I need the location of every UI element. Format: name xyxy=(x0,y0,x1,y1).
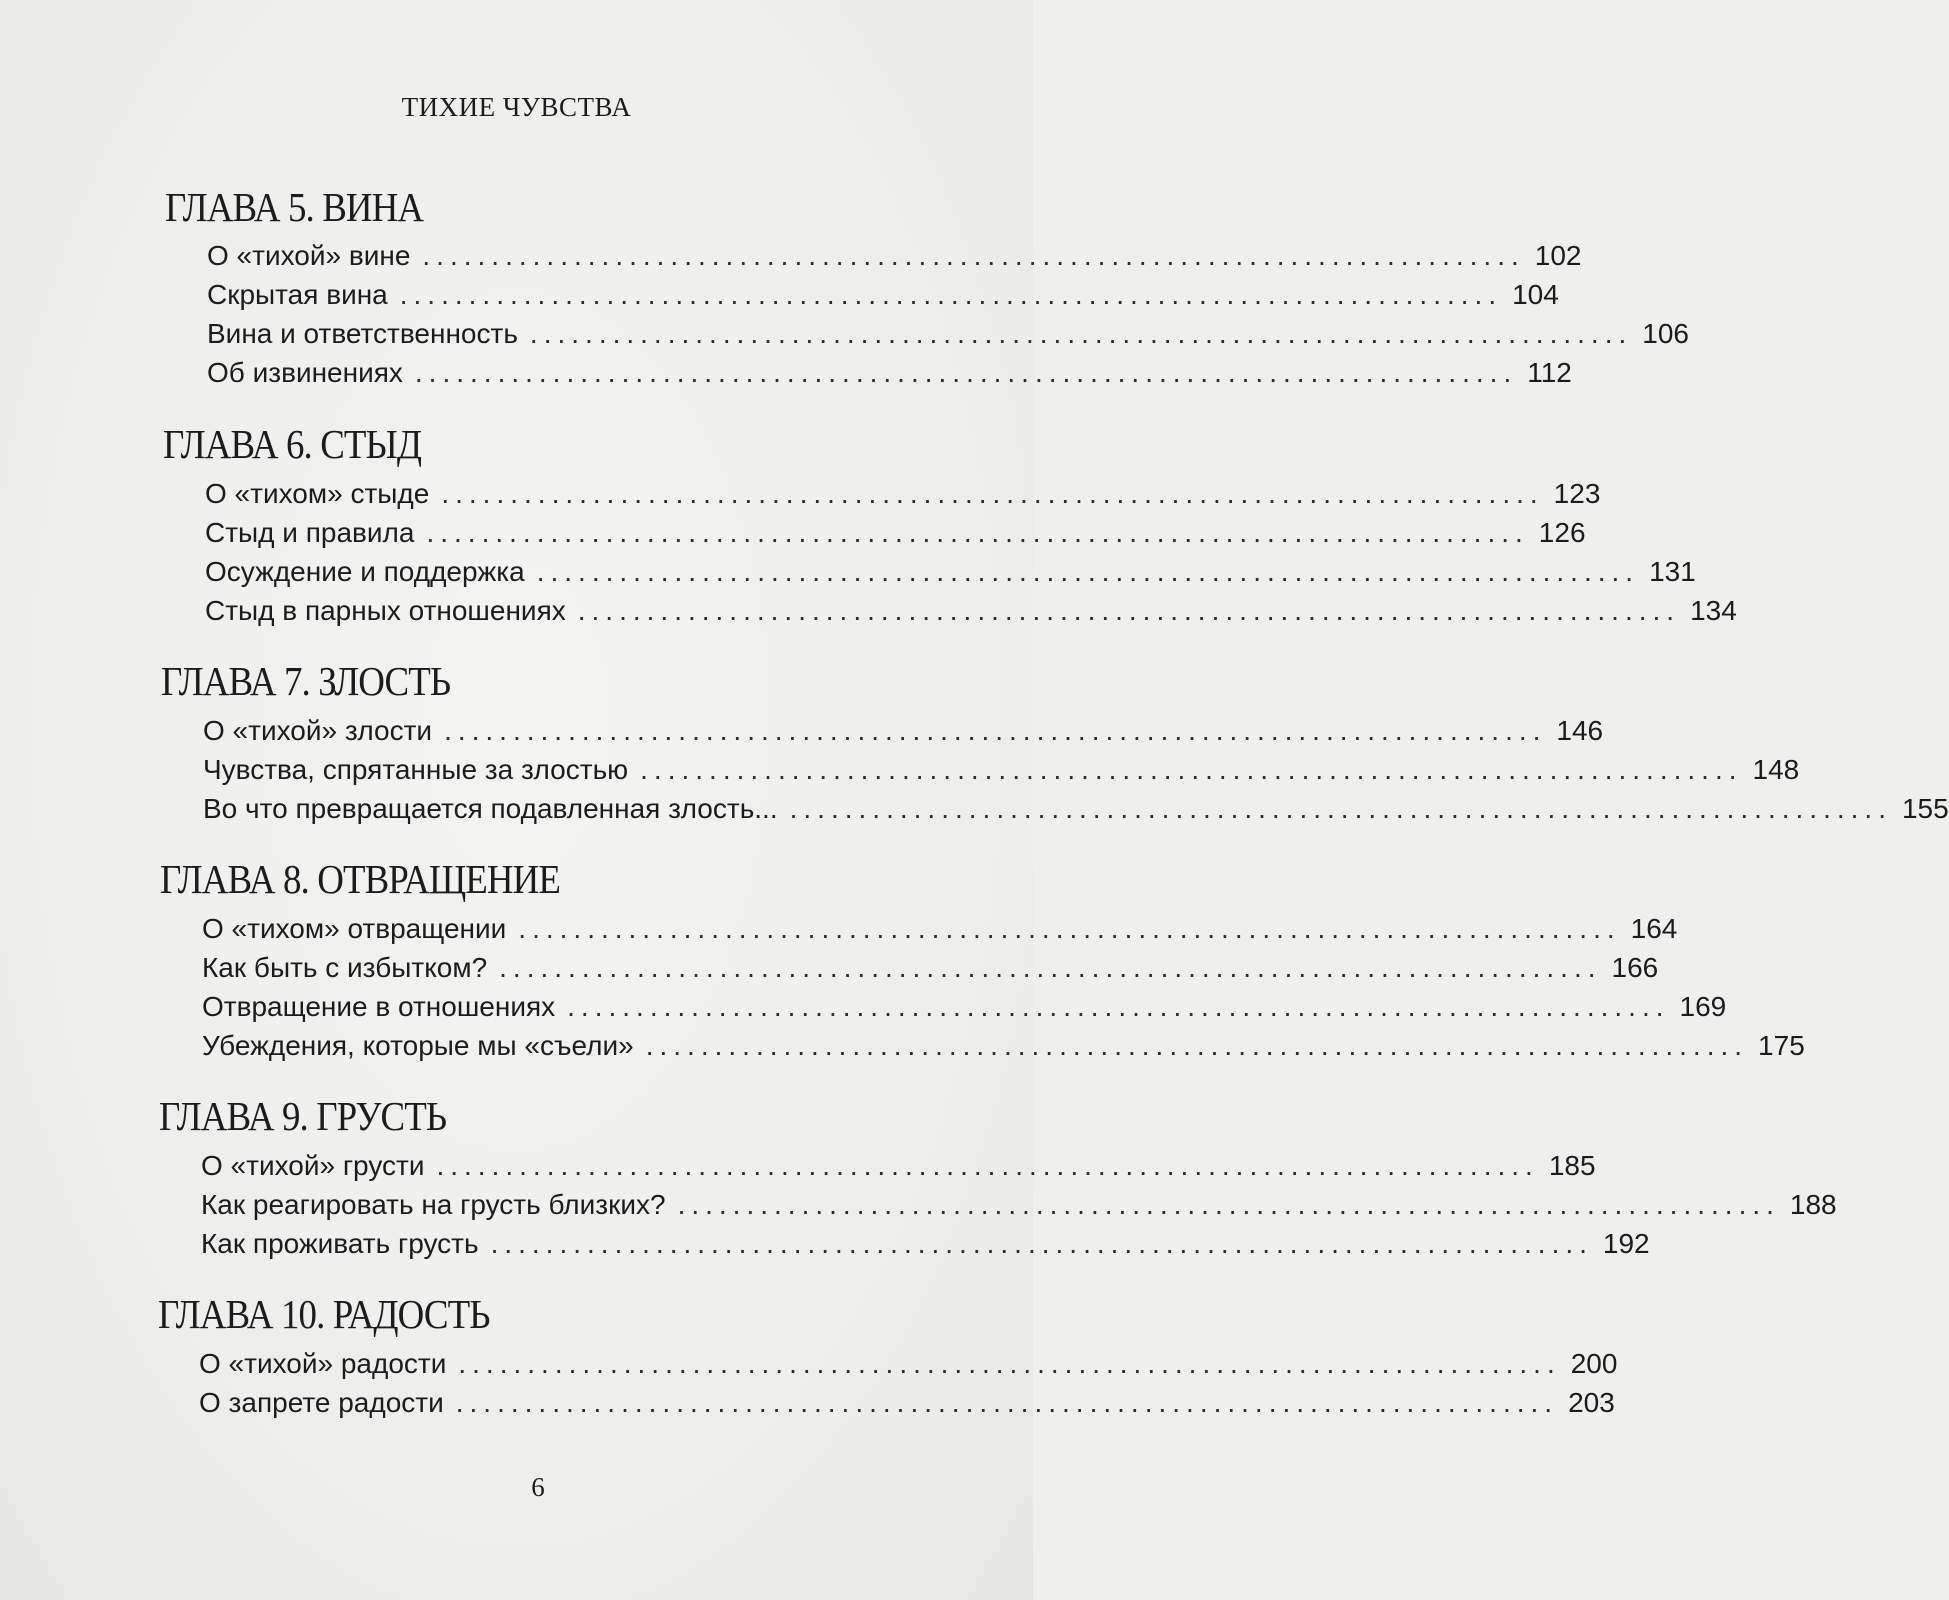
dot-leader: ................................................................................ xyxy=(536,556,1640,587)
toc-entry xyxy=(203,715,1604,755)
toc-entry-page: 175 xyxy=(1758,1030,1805,1061)
running-head: ТИХИЕ ЧУВСТВА xyxy=(401,92,632,122)
toc-entry xyxy=(207,357,1572,397)
toc-entry-page: 134 xyxy=(1690,595,1737,626)
chapter-title: ГЛАВА 9. ГРУСТЬ xyxy=(159,1093,447,1139)
toc-entry-page: 148 xyxy=(1752,754,1800,785)
dot-leader: ................................................................................ xyxy=(455,1387,1559,1418)
dot-leader: ................................................................................ xyxy=(414,357,1518,388)
dot-leader: ................................................................................ xyxy=(441,478,1544,509)
toc-entry xyxy=(202,952,1659,992)
toc-entry-title: О «тихой» грусти xyxy=(201,1150,425,1181)
chapter-title: ГЛАВА 7. ЗЛОСТЬ xyxy=(161,658,451,704)
toc-entry-page: 104 xyxy=(1512,279,1559,310)
toc-entry-title: Стыд в парных отношениях xyxy=(205,595,566,626)
toc-entry-title: Убеждения, которые мы «съели» xyxy=(202,1030,634,1061)
dot-leader: ................................................................................ xyxy=(458,1348,1561,1379)
toc-entry xyxy=(202,913,1678,953)
toc-entry xyxy=(207,240,1582,280)
toc-entry xyxy=(205,556,1696,596)
dot-leader: ................................................................................ xyxy=(577,595,1681,626)
toc-entry-title: Как реагировать на грусть близких? xyxy=(201,1189,666,1220)
toc-entry-page: 123 xyxy=(1553,478,1601,509)
toc-entry-page: 188 xyxy=(1789,1189,1837,1220)
toc-entry xyxy=(207,279,1559,319)
toc-entry-page: 192 xyxy=(1602,1228,1650,1259)
toc-entry xyxy=(203,793,1949,833)
toc-entry-title: О «тихой» злости xyxy=(203,715,433,746)
toc-entry-page: 200 xyxy=(1570,1348,1618,1379)
dot-leader: ................................................................................ xyxy=(444,715,1547,746)
toc-entry xyxy=(199,1387,1615,1427)
dot-leader: ................................................................................ xyxy=(499,952,1602,983)
dot-leader: ................................................................................ xyxy=(426,517,1529,548)
dot-leader: ................................................................................ xyxy=(677,1189,1780,1220)
toc-entry-page: 146 xyxy=(1556,715,1604,746)
toc-entry-title: Об извинениях xyxy=(207,357,403,388)
dot-leader: ................................................................................ xyxy=(436,1150,1539,1181)
toc-entry-title: О «тихой» радости xyxy=(199,1348,447,1379)
dot-leader: ................................................................................ xyxy=(422,240,1525,271)
toc-entry-title: Вина и ответственность xyxy=(207,318,518,349)
toc-entry xyxy=(203,754,1800,794)
toc-entry-title: Как быть с избытком? xyxy=(202,952,488,983)
chapter-title: ГЛАВА 8. ОТВРАЩЕНИЕ xyxy=(160,856,561,902)
toc-entry-page: 164 xyxy=(1630,913,1678,944)
toc-entry-page: 112 xyxy=(1527,357,1572,388)
dot-leader: ................................................................................ xyxy=(789,793,1892,824)
dot-leader: ................................................................................ xyxy=(645,1030,1749,1061)
toc-entry xyxy=(201,1228,1650,1268)
toc-entry-title: Как проживать грусть xyxy=(201,1228,479,1259)
toc-entry-page: 126 xyxy=(1538,517,1586,548)
toc-entry xyxy=(201,1189,1837,1229)
dot-leader: ................................................................................ xyxy=(399,279,1503,310)
toc-entry-title: О «тихом» стыде xyxy=(205,478,430,509)
toc-entry-page: 169 xyxy=(1679,991,1727,1022)
toc-entry xyxy=(205,595,1737,635)
toc-entry xyxy=(207,318,1689,358)
toc-entry xyxy=(202,1030,1805,1070)
page-number: 6 xyxy=(531,1472,545,1502)
toc-entry-title: О «тихой» вине xyxy=(207,240,411,271)
toc-entry-title: Стыд и правила xyxy=(205,517,415,548)
dot-leader: ................................................................................ xyxy=(518,913,1621,944)
toc-entry xyxy=(205,517,1586,557)
toc-entry-page: 203 xyxy=(1568,1387,1615,1418)
chapter-title: ГЛАВА 6. СТЫД xyxy=(163,421,422,467)
toc-entry-title: Во что превращается подавленная злость... xyxy=(203,793,778,824)
toc-entry xyxy=(201,1150,1596,1190)
toc-entry-title: Скрытая вина xyxy=(207,279,388,310)
toc-entry xyxy=(199,1348,1618,1388)
toc-entry-page: 155 xyxy=(1901,793,1949,824)
toc-entry-page: 102 xyxy=(1534,240,1582,271)
toc-entry-title: О «тихом» отвращении xyxy=(202,913,507,944)
toc-entry xyxy=(205,478,1601,518)
chapter-title: ГЛАВА 10. РАДОСТЬ xyxy=(158,1291,490,1337)
toc-entry-title: Чувства, спрятанные за злостью xyxy=(203,754,629,785)
dot-leader: ................................................................................ xyxy=(567,991,1670,1022)
dot-leader: ................................................................................ xyxy=(640,754,1743,785)
chapter-title: ГЛАВА 5. ВИНА xyxy=(165,184,424,230)
toc-entry-title: Осуждение и поддержка xyxy=(205,556,525,587)
dot-leader: ................................................................................ xyxy=(529,318,1633,349)
toc-entry xyxy=(202,991,1727,1031)
toc-entry-page: 185 xyxy=(1548,1150,1596,1181)
toc-entry-title: О запрете радости xyxy=(199,1387,444,1418)
toc-entry-page: 106 xyxy=(1642,318,1689,349)
toc-entry-page: 131 xyxy=(1649,556,1696,587)
toc-entry-page: 166 xyxy=(1611,952,1659,983)
dot-leader: ................................................................................ xyxy=(490,1228,1593,1259)
toc-entry-title: Отвращение в отношениях xyxy=(202,991,556,1022)
